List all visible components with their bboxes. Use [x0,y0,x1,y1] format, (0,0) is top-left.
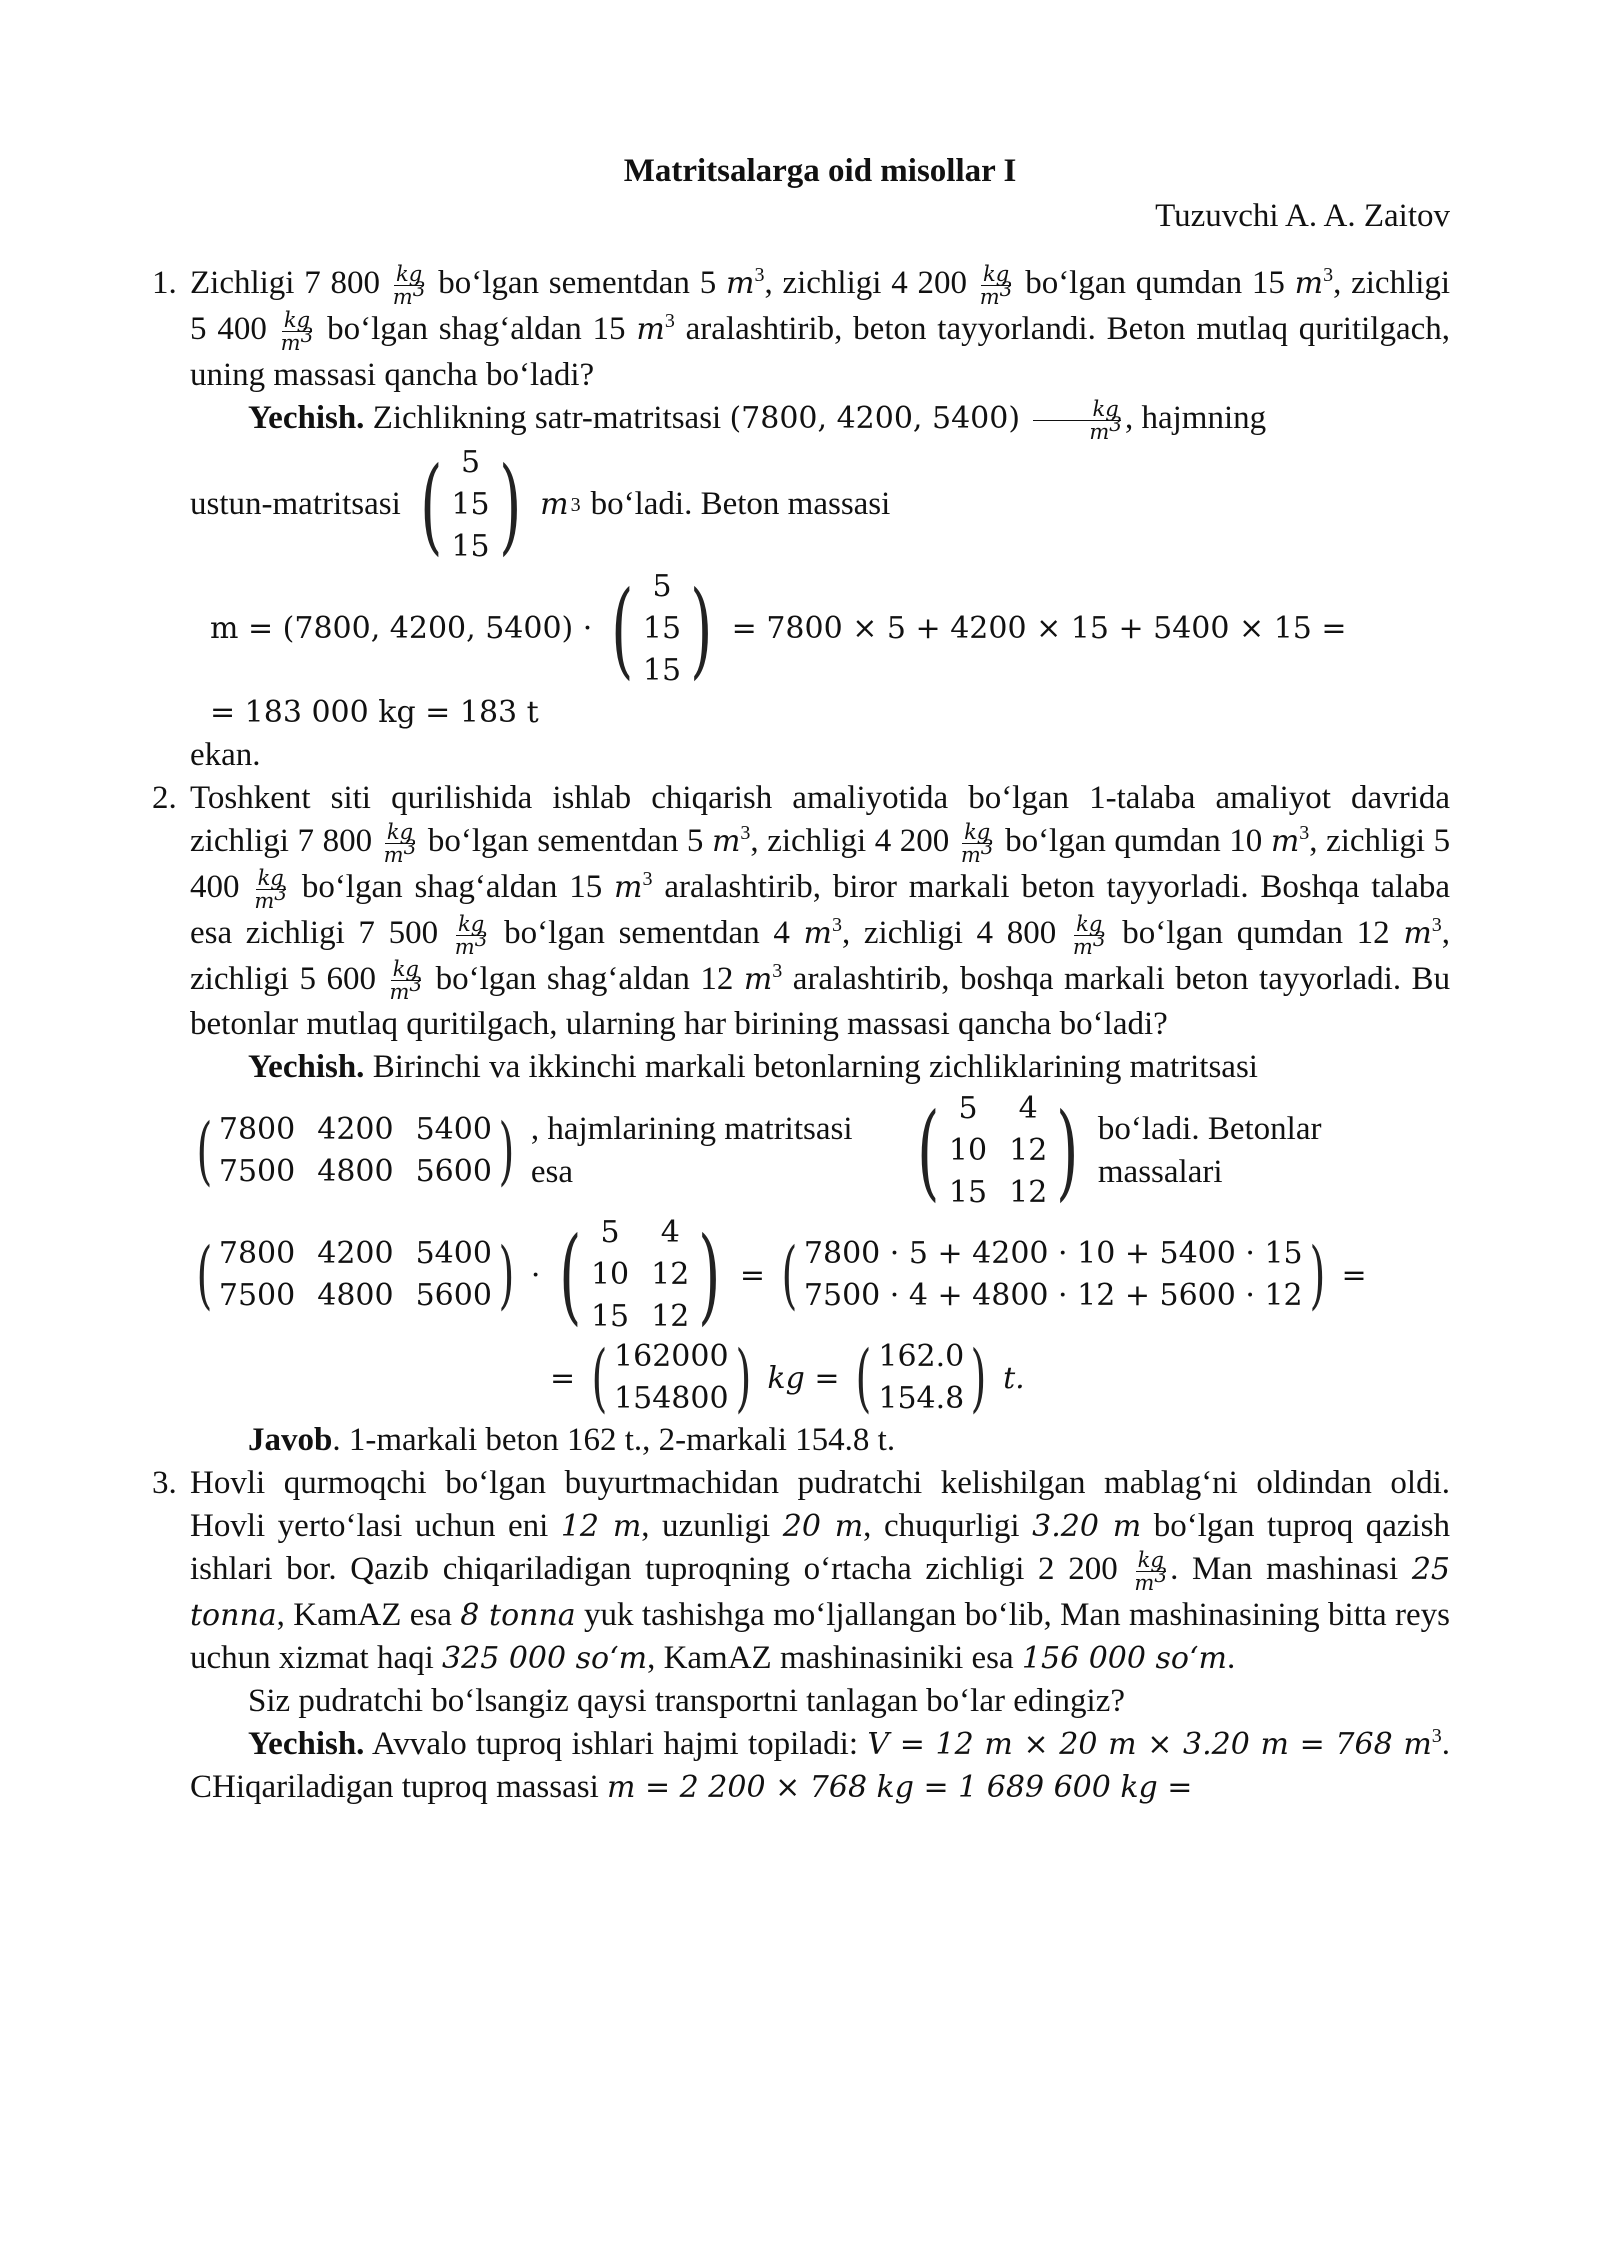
text: . 1-markali beton 162 t., 2-markali 154.8 t. [332,1422,896,1459]
solution-label: Yechish. [248,399,365,436]
text: bo‘ladi. Beton massasi [590,486,891,523]
text: ustun-matritsasi [190,486,401,523]
problem-number: 2. [152,779,177,816]
density-row-matrix: (7800, 4200, 5400) [729,400,1021,436]
density-unit-fraction: $\frac{kg}{m^3}$ [1072,911,1106,959]
text: aralashtirib, boshqa markali beton tayyorladi. Bu betonlar mutlaq quritilgach, ularning har birining massasi qancha bo‘ladi? [190,960,1451,1043]
density-unit-fraction: $\frac{kg}{m^3}$ [454,911,488,959]
problem-1-solution [190,397,1450,443]
density-matrix: ( 7800 4200 5400 7500 4800 5600 ) [196,1232,515,1319]
problem-3-solution: Yechish. Avvalo tuproq ishlari hajmi topiladi: V = 12 m × 20 m × 3.20 m = 768 $m^3$. CHiqariladigan tuproq massasi m = 2 200 × 768 kg = 1 689 600 kg = [190,1725,1451,1806]
density-unit-fraction: $\frac{kg}{m^3}$ [254,865,287,913]
density-unit-fraction: $\frac{kg}{m^3}$ [392,261,426,309]
text: bo‘lgan qumdan 15 [1025,265,1285,301]
mass-result: = 183 000 kg = 183 t [210,694,539,730]
text: , zichligi 5 400 [190,265,1451,347]
text: , zichligi 4 800 [842,914,1057,951]
volume-column-line: ustun-matritsasi ( 5 15 15 ) m 3 bo‘ladi. Beton massasi [190,443,891,566]
volume-column-matrix: ( 5 15 15 ) [419,443,522,566]
text: bo‘lgan shag‘aldan 12 [435,960,734,997]
density-matrix: ( 7800 4200 5400 7500 4800 5600 ) [196,1108,515,1195]
text: bo‘lgan shag‘aldan 15 [327,310,626,347]
volume-matrix: ( 5 4 10 12 15 12 ) [917,1090,1079,1213]
density-unit-fraction: $\frac{kg}{m^3}$ [960,819,994,867]
text: aralashtirib, beton tayyorlandi. Beton mutlaq quritilgach, uning massasi qancha bo‘ladi? [190,310,1451,393]
problem-number: 1. [152,265,177,301]
text: bo‘lgan qumdan 12 [1122,914,1390,951]
text: , zichligi 5 400 [190,822,1451,905]
text: bo‘lgan sementdan 5 [427,822,704,859]
text: bo‘lgan sementdan 5 [438,265,717,301]
text: bo‘lgan qumdan 10 [1005,822,1263,859]
problem-2: 2. Toshkent siti qurilishida ishlab chiqarish amaliyotida bo‘lgan 1-talaba amaliyot davrida zichligi 7 800 $\frac{kg}{m^3}$ bo‘lgan sementdan 5 $m^3$, zichligi 4 200 $\frac{kg}{m^3}$ bo‘lgan qumdan 10 $m^3$, zichligi 5 400 $\frac{kg}{m^3}$ bo‘lgan shag‘aldan 15 $m^3$ aralashtirib, biror markali beton tayyorladi. Boshqa talaba esa zichligi 7 500 $\frac{kg}{m^3}$ bo‘lgan sementdan 4 $m^3$, zichligi 4 800 $\frac{kg}{m^3}$ bo‘lgan qumdan 12 $m^3$, zichligi 5 600 $\frac{kg}{m^3}$ bo‘lgan shag‘aldan 12 $m^3$ aralashtirib, boshqa markali beton tayyorladi. Bu betonlar mutlaq quritilgach, ularning har birining massasi qancha bo‘ladi? [190,777,1450,1047]
text: , zichligi 4 200 [750,822,950,859]
text: bo‘lgan sementdan 4 [504,914,790,951]
density-unit-fraction: $\frac{kg}{m^3}$ [979,261,1013,309]
text: Hovli qurmoqchi bo‘lgan buyurtmachidan pudratchi kelishilgan mablag‘ni oldindan oldi. Hovli yerto‘lasi uchun eni [190,1465,1450,1545]
text: bo‘lgan shag‘aldan 15 [301,868,603,905]
matrix-product-equation: ( 7800 4200 5400 7500 4800 5600 ) · ( 5 4 10 12 15 12 ) = ( 7800 · 5 + 4200 · 10 + 5400 · 15 7500 · 4 + 4800 · 12 + 5600 · 12 ) = [190,1213,1450,1337]
problem-2-solution [190,1046,1450,1089]
volume-column-matrix: ( 5 15 15 ) [611,567,713,690]
mass-result-equation: = ( 162000 154800 ) kg = ( 162.0 154.8 ) t. [550,1335,1025,1422]
density-unit-fraction: $\frac{kg}{m^3}$ [1031,398,1122,443]
density-unit-fraction: $\frac{kg}{m^3}$ [280,307,314,355]
problem-3-question: Siz pudratchi bo‘lsangiz qaysi transportni tanlagan bo‘lar edingiz? [248,1683,1125,1720]
text: yuk tashishga mo‘ljallangan bo‘lib, Man mashinasining bitta reys uchun xizmat haqi [190,1597,1451,1677]
text: Zichlikning satr-matritsasi [372,399,722,436]
problem-number: 3. [152,1465,177,1502]
answer-label: Javob [248,1422,333,1459]
density-unit-fraction: $\frac{kg}{m^3}$ [1134,1548,1168,1596]
problem-1: 1. Zichligi 7 800 $\frac{kg}{m^3}$ bo‘lgan sementdan 5 $m^3$, zichligi 4 200 $\frac{kg}{m^3}$ bo‘lgan qumdan 15 $m^3$, zichligi 5 400 $\frac{kg}{m^3}$ bo‘lgan shag‘aldan 15 $m^3$ aralashtirib, beton tayyorlandi. Beton mutlaq quritilgach, uning massasi qancha bo‘ladi? [152,261,1451,393]
result-t-matrix: ( 162.0 154.8 ) [855,1335,987,1422]
product-expression-matrix: ( 7800 · 5 + 4200 · 10 + 5400 · 15 7500 · 4 + 4800 · 12 + 5600 · 12 ) [781,1232,1326,1319]
text: aralashtirib, biror markali beton tayyorladi. Boshqa talaba esa zichligi 7 500 [190,868,1451,951]
answer [190,1419,1450,1462]
text: Toshkent siti qurilishida ishlab chiqarish amaliyotida bo‘lgan 1-talaba amaliyot davrida zichligi 7 800 [190,779,1450,859]
text: , zichligi 4 200 [764,265,967,301]
text: bo‘ladi. Betonlar massalari [1097,1111,1322,1191]
text: , hajmning [1124,399,1267,436]
mass-equation: m = (7800, 4200, 5400) · ( 5 15 15 ) = 7800 × 5 + 4200 × 15 + 5400 × 15 = [210,567,1347,690]
page-title: Matritsalarga oid misollar I [623,153,1017,189]
text: , zichligi 5 600 [190,914,1451,997]
solution-label: Yechish. [248,1049,365,1086]
problem-3: 3. Hovli qurmoqchi bo‘lgan buyurtmachidan pudratchi kelishilgan mablag‘ni oldindan oldi. Hovli yerto‘lasi uchun eni 12 m, uzunligi 20 m, chuqurligi 3.20 m bo‘lgan tuproq qazish ishlari bor. Qazib chiqariladigan tuproqning o‘rtacha zichligi 2 200 $\frac{kg}{m^3}$ . Man mashinasi 25 tonna, KamAZ esa 8 tonna yuk tashishga mo‘ljallangan bo‘lib, Man mashinasining bitta reys uchun xizmat haqi 325 000 so‘m, KamAZ mashinasiniki esa 156 000 so‘m. [190,1462,1450,1680]
text: Birinchi va ikkinchi markali betonlarning zichliklarining matritsasi [372,1049,1258,1086]
volume-matrix: ( 5 4 10 12 15 12 ) [559,1214,721,1337]
author-line: Tuzuvchi A. A. Zaitov [1155,198,1450,234]
result-kg-matrix: ( 162000 154800 ) [591,1335,751,1422]
matrices-line [190,1089,1450,1213]
text: Avvalo tuproq ishlari hajmi topiladi: [372,1726,858,1763]
ending: ekan. [190,736,261,773]
text: Zichligi 7 800 [190,265,381,301]
text: , hajmlarining matritsasi esa [530,1111,853,1191]
solution-label: Yechish. [248,1726,365,1763]
density-unit-fraction: $\frac{kg}{m^3}$ [383,819,417,867]
density-unit-fraction: $\frac{kg}{m^3}$ [389,957,423,1005]
text: bo‘lgan tuproq qazish ishlari bor. Qazib chiqariladigan tuproqning o‘rtacha zichligi 2 200 [190,1508,1451,1588]
